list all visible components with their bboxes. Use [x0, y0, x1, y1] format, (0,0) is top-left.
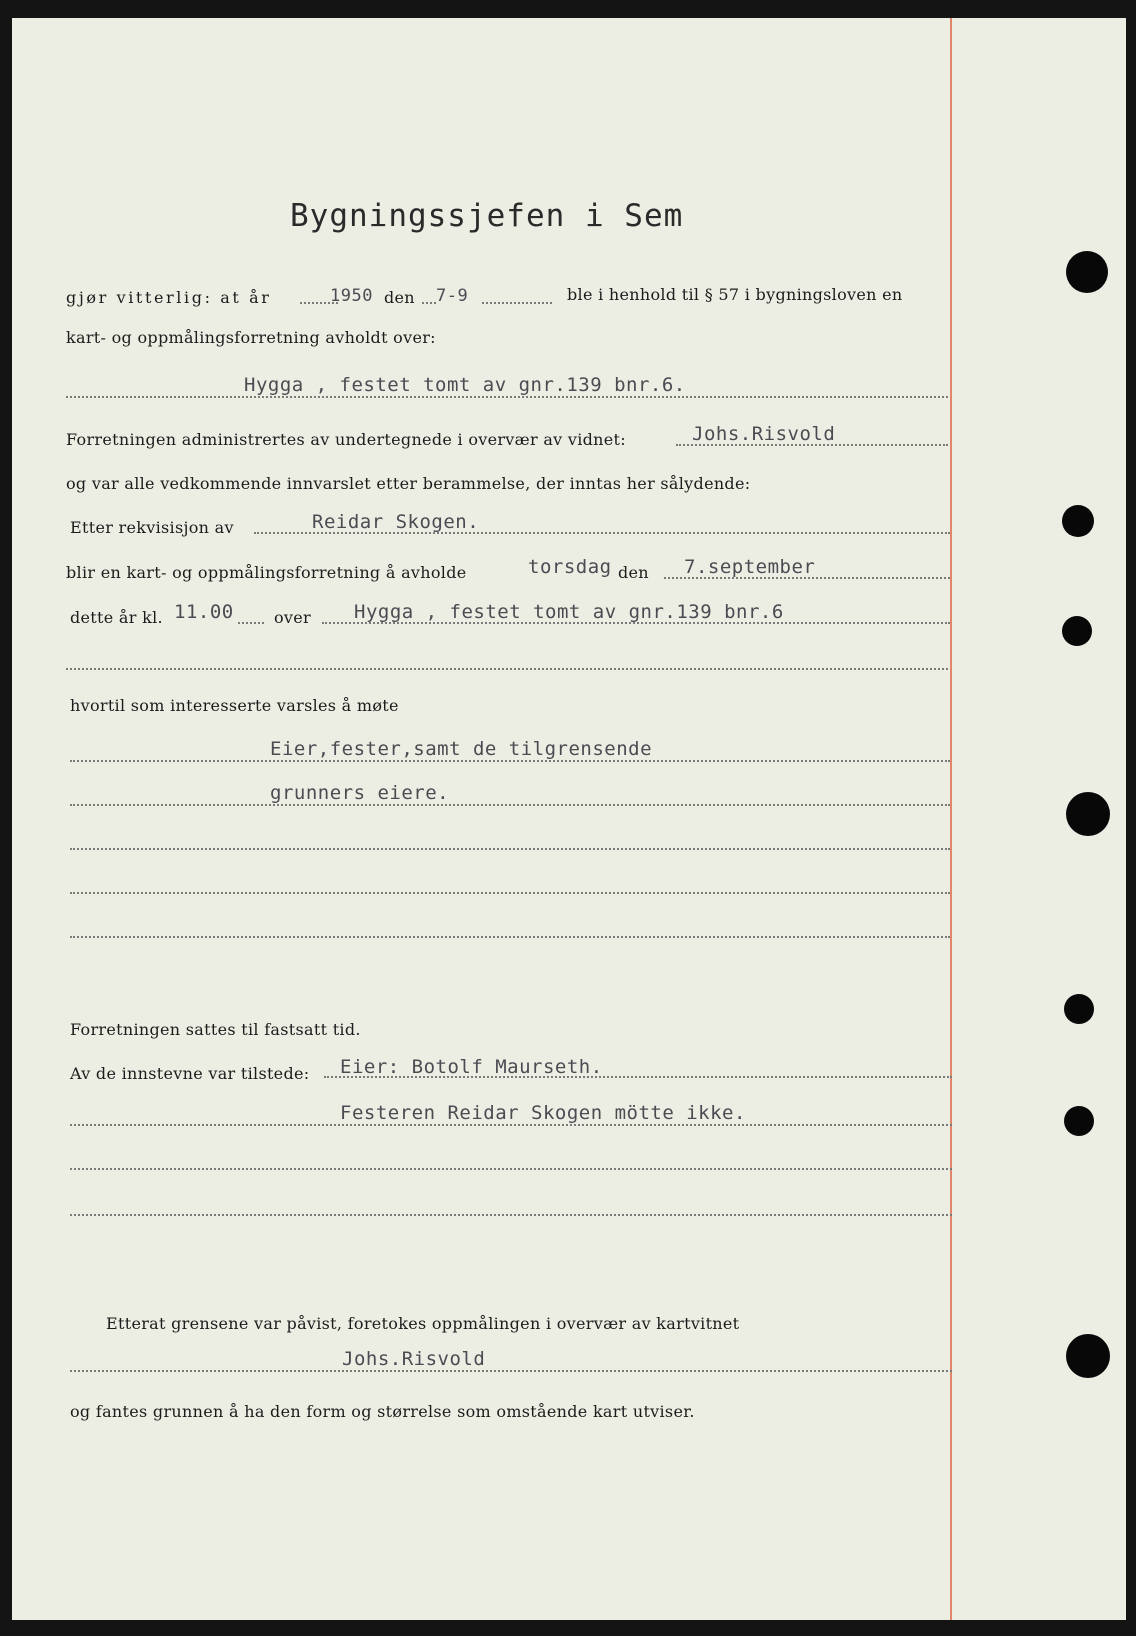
document-page [12, 18, 1126, 1620]
blank-line-1 [66, 668, 948, 670]
survey-witness-dots [70, 1370, 952, 1372]
summoned-text: og var alle vedkommende innvarslet etter berammelse, der inntas her sålydende: [66, 474, 751, 493]
den-label: den [384, 288, 415, 307]
time-value: 11.00 [174, 601, 234, 623]
held-label: blir en kart- og oppmålingsforretning å avholde [66, 563, 467, 582]
blank-line-3 [70, 892, 950, 894]
punch-hole-6 [1064, 1106, 1094, 1136]
notify-line-2-dots [70, 804, 950, 806]
punch-hole-7 [1066, 1334, 1110, 1378]
survey-witness: Johs.Risvold [342, 1348, 486, 1370]
notify-line-1-dots [70, 760, 950, 762]
blank-line-4 [70, 936, 950, 938]
punch-hole-1 [1066, 251, 1108, 293]
witness-name: Johs.Risvold [692, 423, 836, 445]
present-line-1: Eier: Botolf Maurseth. [340, 1056, 603, 1078]
punch-hole-2 [1062, 505, 1094, 537]
requisition-label: Etter rekvisisjon av [70, 518, 234, 537]
held-den-label: den [618, 563, 649, 582]
attest-prefix: gjør vitterlig: at år [66, 288, 272, 307]
requisition-name: Reidar Skogen. [312, 511, 480, 533]
held-at-time-text: Forretningen sattes til fastsatt tid. [70, 1020, 361, 1039]
punch-hole-4 [1066, 792, 1110, 836]
punch-hole-5 [1064, 994, 1094, 1024]
date-dots-trail [482, 302, 552, 304]
attest-suffix: ble i henhold til § 57 i bygningsloven en [567, 285, 903, 304]
property-value: Hygga , festet tomt av gnr.139 bnr.6. [244, 374, 686, 396]
blank-line-6 [70, 1214, 952, 1216]
blank-line-5 [70, 1168, 952, 1170]
present-line-2: Festeren Reidar Skogen mötte ikke. [340, 1102, 746, 1124]
present-line-2-dots [70, 1124, 952, 1126]
blank-line-2 [70, 848, 950, 850]
over-label: over [274, 608, 311, 627]
attest-line-2: kart- og oppmålingsforretning avholdt over: [66, 328, 436, 347]
date-dots-lead [422, 302, 436, 304]
survey-text: Etterat grensene var påvist, foretokes oppmålingen i overvær av kartvitnet [106, 1314, 740, 1333]
property-dotted-line [66, 396, 948, 398]
notify-line-2: grunners eiere. [270, 782, 450, 804]
date-value: 7-9 [436, 286, 469, 306]
punch-hole-3 [1062, 616, 1092, 646]
present-label: Av de innstevne var tilstede: [70, 1064, 310, 1083]
red-margin-line [950, 18, 952, 1620]
year-value: 1950 [330, 286, 373, 306]
held-date: 7.september [684, 556, 816, 578]
notify-line-1: Eier,fester,samt de tilgrensende [270, 738, 653, 760]
witness-label: Forretningen administrertes av undertegnede i overvær av vidnet: [66, 430, 626, 449]
over-value: Hygga , festet tomt av gnr.139 bnr.6 [354, 601, 784, 623]
time-dots [238, 622, 264, 624]
document-title: Bygningssjefen i Sem [290, 198, 684, 234]
held-weekday: torsdag [528, 556, 612, 578]
time-label: dette år kl. [70, 608, 163, 627]
notify-label: hvortil som interesserte varsles å møte [70, 696, 399, 715]
closing-text: og fantes grunnen å ha den form og størrelse som omstående kart utviser. [70, 1402, 695, 1421]
